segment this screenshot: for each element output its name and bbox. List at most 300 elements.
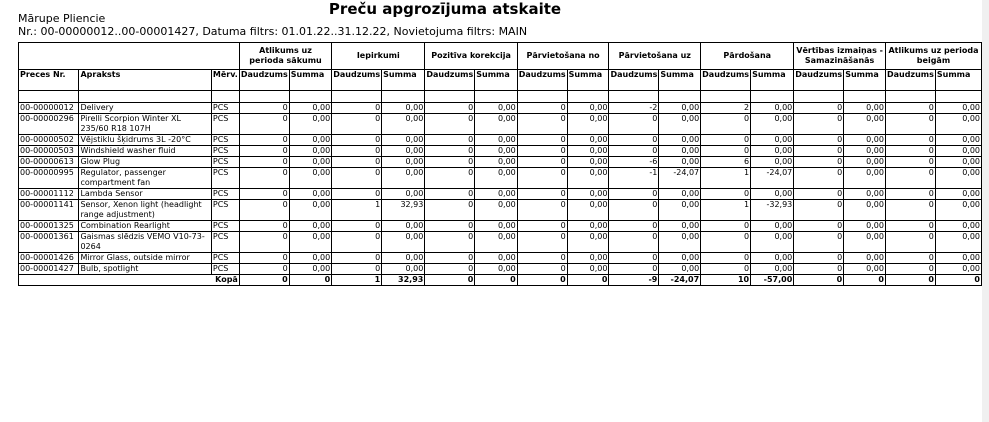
- column-header-amount: Summa: [935, 70, 981, 91]
- amount-cell: 0,00: [659, 103, 701, 114]
- item-uom: PCS: [211, 253, 239, 264]
- quantity-cell: 0: [425, 135, 475, 146]
- group-header: Pārvietošana no: [517, 43, 609, 70]
- amount-cell: 0,00: [289, 135, 331, 146]
- quantity-cell: 0: [332, 146, 382, 157]
- amount-cell: 0,00: [935, 189, 981, 200]
- quantity-cell: 0: [332, 114, 382, 135]
- amount-cell: 0,00: [475, 135, 517, 146]
- spacer-cell: [239, 91, 289, 103]
- amount-cell: 0,00: [659, 264, 701, 275]
- spacer-cell: [794, 91, 844, 103]
- report-title: Preču apgrozījuma atskaite: [328, 0, 562, 18]
- amount-cell: 0,00: [382, 221, 425, 232]
- quantity-cell: 0: [794, 221, 844, 232]
- quantity-cell: 0: [332, 232, 382, 253]
- total-amount: 0: [935, 275, 981, 286]
- amount-cell: 0,00: [844, 189, 886, 200]
- quantity-cell: 0: [701, 264, 751, 275]
- item-description: Vējstiklu šķidrums 3L -20°C: [79, 135, 211, 146]
- amount-cell: 0,00: [567, 200, 609, 221]
- column-header-quantity: Daudzums: [517, 70, 567, 91]
- quantity-cell: 0: [794, 103, 844, 114]
- amount-cell: 0,00: [475, 264, 517, 275]
- quantity-cell: 0: [794, 264, 844, 275]
- quantity-cell: 0: [517, 103, 567, 114]
- amount-cell: 0,00: [382, 157, 425, 168]
- quantity-cell: 0: [425, 200, 475, 221]
- quantity-cell: 0: [239, 189, 289, 200]
- amount-cell: 0,00: [382, 135, 425, 146]
- item-description: Sensor, Xenon light (headlight range adjustment): [79, 200, 211, 221]
- quantity-cell: 0: [885, 157, 935, 168]
- item-description: Windshield washer fluid: [79, 146, 211, 157]
- amount-cell: 0,00: [567, 135, 609, 146]
- quantity-cell: 0: [425, 264, 475, 275]
- amount-cell: 0,00: [475, 157, 517, 168]
- quantity-cell: -2: [609, 103, 659, 114]
- amount-cell: 0,00: [382, 114, 425, 135]
- amount-cell: 0,00: [659, 253, 701, 264]
- total-quantity: 0: [794, 275, 844, 286]
- amount-cell: 0,00: [567, 103, 609, 114]
- amount-cell: 0,00: [289, 264, 331, 275]
- quantity-cell: 0: [517, 200, 567, 221]
- item-uom: PCS: [211, 103, 239, 114]
- quantity-cell: 0: [517, 114, 567, 135]
- total-row: [19, 275, 982, 286]
- total-quantity: -9: [609, 275, 659, 286]
- header-blank: [19, 43, 240, 70]
- amount-cell: 0,00: [567, 146, 609, 157]
- amount-cell: 0,00: [567, 114, 609, 135]
- item-number: 00-00001361: [19, 232, 79, 253]
- amount-cell: 0,00: [751, 135, 794, 146]
- quantity-cell: 0: [425, 157, 475, 168]
- amount-cell: 0,00: [751, 253, 794, 264]
- column-header-amount: Summa: [751, 70, 794, 91]
- item-uom: PCS: [211, 135, 239, 146]
- quantity-cell: 1: [701, 200, 751, 221]
- amount-cell: 0,00: [475, 168, 517, 189]
- spacer-cell: [701, 91, 751, 103]
- group-header: Atlikums uz perioda beigām: [885, 43, 981, 70]
- amount-cell: 0,00: [659, 146, 701, 157]
- item-uom: PCS: [211, 114, 239, 135]
- quantity-cell: 0: [239, 200, 289, 221]
- amount-cell: 0,00: [567, 157, 609, 168]
- quantity-cell: 0: [517, 264, 567, 275]
- amount-cell: 0,00: [751, 103, 794, 114]
- amount-cell: 0,00: [659, 114, 701, 135]
- amount-cell: 0,00: [567, 189, 609, 200]
- quantity-cell: 0: [239, 114, 289, 135]
- quantity-cell: 0: [239, 221, 289, 232]
- total-label: Kopā: [19, 275, 240, 286]
- spacer-cell: [751, 91, 794, 103]
- quantity-cell: 0: [517, 146, 567, 157]
- amount-cell: 0,00: [844, 146, 886, 157]
- report-filters: Nr.: 00-00000012..00-00001427, Datuma filtrs: 01.01.22..31.12.22, Novietojuma filtrs: MAIN: [18, 25, 528, 38]
- quantity-cell: 0: [794, 157, 844, 168]
- quantity-cell: 0: [609, 114, 659, 135]
- amount-cell: 0,00: [935, 200, 981, 221]
- group-header-row: [19, 43, 982, 70]
- quantity-cell: 0: [609, 221, 659, 232]
- column-header-quantity: Daudzums: [794, 70, 844, 91]
- item-description: Combination Rearlight: [79, 221, 211, 232]
- table-row: [19, 221, 982, 232]
- amount-cell: 0,00: [382, 146, 425, 157]
- item-description: Regulator, passenger compartment fan: [79, 168, 211, 189]
- item-uom: PCS: [211, 168, 239, 189]
- quantity-cell: 0: [332, 157, 382, 168]
- column-header-amount: Summa: [382, 70, 425, 91]
- quantity-cell: 1: [701, 168, 751, 189]
- total-amount: 0: [844, 275, 886, 286]
- quantity-cell: 1: [332, 200, 382, 221]
- company-name: Mārupe Pliencie: [18, 12, 106, 25]
- quantity-cell: 0: [239, 146, 289, 157]
- amount-cell: 0,00: [935, 103, 981, 114]
- spacer-cell: [659, 91, 701, 103]
- amount-cell: 0,00: [935, 168, 981, 189]
- total-amount: -24,07: [659, 275, 701, 286]
- amount-cell: 0,00: [935, 221, 981, 232]
- quantity-cell: 0: [885, 168, 935, 189]
- item-uom: PCS: [211, 146, 239, 157]
- item-number: 00-00001427: [19, 264, 79, 275]
- column-header-quantity: Daudzums: [885, 70, 935, 91]
- quantity-cell: 0: [239, 135, 289, 146]
- quantity-cell: 0: [517, 135, 567, 146]
- quantity-cell: 0: [332, 103, 382, 114]
- quantity-cell: -1: [609, 168, 659, 189]
- quantity-cell: 0: [425, 232, 475, 253]
- amount-cell: 0,00: [289, 189, 331, 200]
- quantity-cell: 0: [701, 189, 751, 200]
- item-description: Bulb, spotlight: [79, 264, 211, 275]
- group-header: Vērtības izmaiņas - Samazināšanās: [794, 43, 886, 70]
- item-number: 00-00001325: [19, 221, 79, 232]
- quantity-cell: 0: [885, 189, 935, 200]
- spacer-row: [19, 91, 982, 103]
- spacer-cell: [567, 91, 609, 103]
- amount-cell: 0,00: [844, 103, 886, 114]
- item-uom: PCS: [211, 189, 239, 200]
- column-header-row: [19, 70, 982, 91]
- quantity-cell: 0: [609, 146, 659, 157]
- quantity-cell: 0: [701, 253, 751, 264]
- amount-cell: 0,00: [382, 168, 425, 189]
- quantity-cell: 0: [332, 135, 382, 146]
- amount-cell: 0,00: [382, 189, 425, 200]
- column-header-item-no: Preces Nr.: [19, 70, 79, 91]
- amount-cell: 0,00: [659, 189, 701, 200]
- table-row: [19, 103, 982, 114]
- quantity-cell: 0: [517, 168, 567, 189]
- amount-cell: 0,00: [844, 221, 886, 232]
- quantity-cell: 0: [794, 146, 844, 157]
- amount-cell: 0,00: [567, 264, 609, 275]
- spacer-cell: [79, 91, 211, 103]
- quantity-cell: 0: [609, 200, 659, 221]
- amount-cell: 0,00: [289, 232, 331, 253]
- item-number: 00-00000995: [19, 168, 79, 189]
- amount-cell: 0,00: [567, 168, 609, 189]
- group-header: Pārdošana: [701, 43, 794, 70]
- quantity-cell: 0: [425, 146, 475, 157]
- amount-cell: -24,07: [659, 168, 701, 189]
- column-header-amount: Summa: [289, 70, 331, 91]
- amount-cell: 0,00: [475, 232, 517, 253]
- amount-cell: 0,00: [567, 221, 609, 232]
- spacer-cell: [885, 91, 935, 103]
- amount-cell: 0,00: [935, 264, 981, 275]
- item-uom: PCS: [211, 200, 239, 221]
- quantity-cell: 0: [425, 168, 475, 189]
- column-header-quantity: Daudzums: [609, 70, 659, 91]
- quantity-cell: 0: [239, 253, 289, 264]
- total-quantity: 0: [239, 275, 289, 286]
- quantity-cell: 0: [794, 114, 844, 135]
- quantity-cell: 0: [517, 157, 567, 168]
- amount-cell: -24,07: [751, 168, 794, 189]
- group-header: Atlikums uz perioda sākumu: [239, 43, 331, 70]
- amount-cell: 0,00: [844, 253, 886, 264]
- amount-cell: 0,00: [289, 103, 331, 114]
- report-body: [19, 91, 982, 286]
- quantity-cell: 0: [701, 232, 751, 253]
- quantity-cell: 0: [332, 168, 382, 189]
- spacer-cell: [475, 91, 517, 103]
- item-number: 00-00000502: [19, 135, 79, 146]
- quantity-cell: 6: [701, 157, 751, 168]
- quantity-cell: 0: [885, 200, 935, 221]
- amount-cell: 0,00: [475, 114, 517, 135]
- item-number: 00-00000012: [19, 103, 79, 114]
- quantity-cell: 0: [239, 264, 289, 275]
- quantity-cell: 0: [517, 253, 567, 264]
- amount-cell: 0,00: [475, 146, 517, 157]
- quantity-cell: 0: [701, 114, 751, 135]
- total-quantity: 0: [425, 275, 475, 286]
- amount-cell: 0,00: [567, 232, 609, 253]
- quantity-cell: 0: [425, 253, 475, 264]
- amount-cell: 0,00: [289, 253, 331, 264]
- quantity-cell: 0: [517, 232, 567, 253]
- quantity-cell: 0: [885, 253, 935, 264]
- item-number: 00-00000296: [19, 114, 79, 135]
- amount-cell: 0,00: [844, 157, 886, 168]
- amount-cell: 0,00: [935, 157, 981, 168]
- quantity-cell: 0: [885, 103, 935, 114]
- amount-cell: 0,00: [935, 114, 981, 135]
- quantity-cell: 0: [885, 232, 935, 253]
- quantity-cell: 0: [794, 253, 844, 264]
- amount-cell: -32,93: [751, 200, 794, 221]
- amount-cell: 0,00: [289, 168, 331, 189]
- quantity-cell: 0: [701, 135, 751, 146]
- column-header-amount: Summa: [567, 70, 609, 91]
- amount-cell: 0,00: [475, 189, 517, 200]
- quantity-cell: 0: [332, 221, 382, 232]
- table-row: [19, 157, 982, 168]
- column-header-quantity: Daudzums: [239, 70, 289, 91]
- quantity-cell: 0: [517, 221, 567, 232]
- quantity-cell: 0: [517, 189, 567, 200]
- total-quantity: 1: [332, 275, 382, 286]
- spacer-cell: [211, 91, 239, 103]
- spacer-cell: [382, 91, 425, 103]
- table-row: [19, 146, 982, 157]
- column-header-quantity: Daudzums: [701, 70, 751, 91]
- table-row: [19, 189, 982, 200]
- amount-cell: 0,00: [289, 157, 331, 168]
- amount-cell: 0,00: [475, 103, 517, 114]
- quantity-cell: 0: [794, 232, 844, 253]
- quantity-cell: 0: [332, 253, 382, 264]
- column-header-amount: Summa: [475, 70, 517, 91]
- total-amount: -57,00: [751, 275, 794, 286]
- amount-cell: 0,00: [844, 232, 886, 253]
- spacer-cell: [289, 91, 331, 103]
- column-header-amount: Summa: [844, 70, 886, 91]
- quantity-cell: 0: [609, 232, 659, 253]
- amount-cell: 0,00: [844, 168, 886, 189]
- item-number: 00-00001141: [19, 200, 79, 221]
- item-description: Glow Plug: [79, 157, 211, 168]
- quantity-cell: 0: [794, 189, 844, 200]
- spacer-cell: [609, 91, 659, 103]
- quantity-cell: 0: [609, 135, 659, 146]
- item-description: Pirelli Scorpion Winter XL 235/60 R18 107H: [79, 114, 211, 135]
- amount-cell: 0,00: [844, 114, 886, 135]
- table-row: [19, 200, 982, 221]
- quantity-cell: 0: [701, 146, 751, 157]
- quantity-cell: 0: [885, 146, 935, 157]
- quantity-cell: 0: [332, 264, 382, 275]
- quantity-cell: 0: [425, 103, 475, 114]
- column-header-quantity: Daudzums: [425, 70, 475, 91]
- quantity-cell: 0: [885, 114, 935, 135]
- amount-cell: 0,00: [935, 146, 981, 157]
- table-row: [19, 232, 982, 253]
- quantity-cell: 0: [885, 135, 935, 146]
- column-header-amount: Summa: [659, 70, 701, 91]
- item-description: Mirror Glass, outside mirror: [79, 253, 211, 264]
- amount-cell: 0,00: [289, 146, 331, 157]
- table-row: [19, 168, 982, 189]
- total-quantity: 10: [701, 275, 751, 286]
- amount-cell: 0,00: [659, 232, 701, 253]
- amount-cell: 0,00: [751, 189, 794, 200]
- group-header: Pārvietošana uz: [609, 43, 701, 70]
- quantity-cell: 0: [425, 221, 475, 232]
- table-row: [19, 264, 982, 275]
- quantity-cell: 2: [701, 103, 751, 114]
- quantity-cell: 0: [609, 253, 659, 264]
- amount-cell: 0,00: [659, 135, 701, 146]
- table-row: [19, 135, 982, 146]
- quantity-cell: 0: [885, 221, 935, 232]
- item-description: Gaismas slēdzis VEMO V10-73-0264: [79, 232, 211, 253]
- quantity-cell: 0: [239, 103, 289, 114]
- amount-cell: 0,00: [935, 135, 981, 146]
- amount-cell: 0,00: [289, 221, 331, 232]
- item-number: 00-00000503: [19, 146, 79, 157]
- amount-cell: 0,00: [844, 135, 886, 146]
- amount-cell: 0,00: [659, 221, 701, 232]
- item-number: 00-00001112: [19, 189, 79, 200]
- spacer-cell: [935, 91, 981, 103]
- table-row: [19, 253, 982, 264]
- amount-cell: 0,00: [475, 221, 517, 232]
- column-header-uom: Mērv.: [211, 70, 239, 91]
- quantity-cell: 0: [609, 264, 659, 275]
- item-number: 00-00000613: [19, 157, 79, 168]
- amount-cell: 0,00: [751, 114, 794, 135]
- amount-cell: 0,00: [289, 200, 331, 221]
- quantity-cell: 0: [885, 264, 935, 275]
- amount-cell: 0,00: [751, 232, 794, 253]
- amount-cell: 0,00: [751, 221, 794, 232]
- spacer-cell: [332, 91, 382, 103]
- quantity-cell: 0: [794, 135, 844, 146]
- quantity-cell: 0: [239, 232, 289, 253]
- total-quantity: 0: [885, 275, 935, 286]
- table-row: [19, 114, 982, 135]
- amount-cell: 0,00: [382, 253, 425, 264]
- group-header: Iepirkumi: [332, 43, 425, 70]
- spacer-cell: [517, 91, 567, 103]
- total-amount: 32,93: [382, 275, 425, 286]
- amount-cell: 0,00: [751, 157, 794, 168]
- quantity-cell: 0: [794, 168, 844, 189]
- quantity-cell: 0: [239, 168, 289, 189]
- amount-cell: 0,00: [382, 264, 425, 275]
- amount-cell: 0,00: [844, 200, 886, 221]
- quantity-cell: 0: [794, 200, 844, 221]
- amount-cell: 0,00: [659, 157, 701, 168]
- amount-cell: 0,00: [382, 232, 425, 253]
- quantity-cell: 0: [332, 189, 382, 200]
- item-uom: PCS: [211, 264, 239, 275]
- quantity-cell: 0: [425, 114, 475, 135]
- total-amount: 0: [475, 275, 517, 286]
- amount-cell: 0,00: [751, 264, 794, 275]
- amount-cell: 0,00: [475, 253, 517, 264]
- total-quantity: 0: [517, 275, 567, 286]
- total-amount: 0: [289, 275, 331, 286]
- amount-cell: 0,00: [935, 232, 981, 253]
- item-number: 00-00001426: [19, 253, 79, 264]
- item-description: Lambda Sensor: [79, 189, 211, 200]
- amount-cell: 0,00: [382, 103, 425, 114]
- amount-cell: 0,00: [659, 200, 701, 221]
- amount-cell: 0,00: [289, 114, 331, 135]
- amount-cell: 0,00: [844, 264, 886, 275]
- total-amount: 0: [567, 275, 609, 286]
- amount-cell: 0,00: [475, 200, 517, 221]
- column-header-quantity: Daudzums: [332, 70, 382, 91]
- quantity-cell: -6: [609, 157, 659, 168]
- amount-cell: 0,00: [935, 253, 981, 264]
- amount-cell: 0,00: [567, 253, 609, 264]
- amount-cell: 32,93: [382, 200, 425, 221]
- column-header-description: Apraksts: [79, 70, 211, 91]
- item-uom: PCS: [211, 157, 239, 168]
